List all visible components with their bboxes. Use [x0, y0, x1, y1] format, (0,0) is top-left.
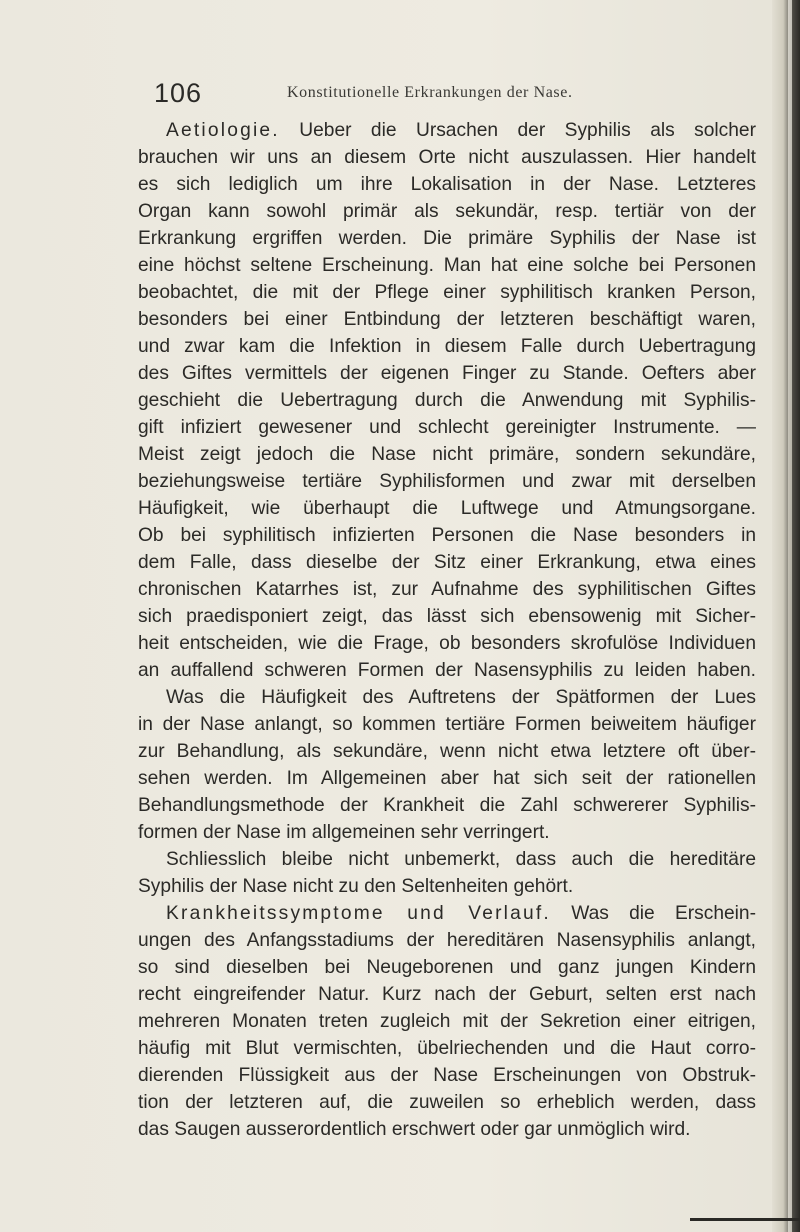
text-line: recht eingreifender Natur. Kurz nach der Geburt, selten erst nach	[138, 984, 756, 1005]
text-line: dem Falle, dass dieselbe der Sitz einer Erkrankung, etwa eines	[138, 552, 756, 573]
text-line: zur Behandlung, als sekundäre, wenn nicht etwa letztere oft über-	[138, 741, 756, 762]
text-line: Ob bei syphilitisch infizierten Personen die Nase besonders in	[138, 525, 756, 546]
text-line: Was die Häufigkeit des Auftretens der Spätformen der Lues	[166, 687, 756, 708]
text-line: tion der letzteren auf, die zuweilen so erheblich werden, dass	[138, 1092, 756, 1113]
text-line: sich praedisponiert zeigt, das lässt sich ebensowenig mit Sicher-	[138, 606, 756, 627]
text-line: Erkrankung ergriffen werden. Die primäre Syphilis der Nase ist	[138, 228, 756, 249]
text-line: es sich lediglich um ihre Lokalisation in der Nase. Letzteres	[138, 174, 756, 195]
text-line: besonders bei einer Entbindung der letzteren beschäftigt waren,	[138, 309, 756, 330]
text-line	[138, 117, 756, 144]
section-heading-symptome: Krankheitssymptome und Verlauf.	[166, 903, 551, 924]
text-line: Häufigkeit, wie überhaupt die Luftwege und Atmungsorgane.	[138, 498, 756, 519]
text-line: und zwar kam die Infektion in diesem Falle durch Uebertragung	[138, 336, 756, 357]
text-line: an auffallend schweren Formen der Nasensyphilis zu leiden haben.	[138, 660, 756, 681]
text-line: formen der Nase im allgemeinen sehr verringert.	[138, 822, 550, 843]
text-line: geschieht die Uebertragung durch die Anwendung mit Syphilis-	[138, 390, 756, 411]
text-line: häufig mit Blut vermischten, übelriechenden und die Haut corro-	[138, 1038, 756, 1059]
text-line: Syphilis der Nase nicht zu den Seltenheiten gehört.	[138, 876, 574, 897]
text-line: das Saugen ausserordentlich erschwert oder gar unmöglich wird.	[138, 1119, 691, 1140]
page-number: 106	[154, 78, 203, 108]
text-line: heit entscheiden, wie die Frage, ob besonders skrofulöse Individuen	[138, 633, 756, 654]
text-line: ungen des Anfangsstadiums der hereditären Nasensyphilis anlangt,	[138, 930, 756, 951]
text-line: so sind dieselben bei Neugeborenen und ganz jungen Kindern	[138, 957, 756, 978]
text-line: des Giftes vermittels der eigenen Finger zu Stande. Oefters aber	[138, 363, 756, 384]
text-line: beziehungsweise tertiäre Syphilisformen und zwar mit derselben	[138, 471, 756, 492]
text-line: chronischen Katarrhes ist, zur Aufnahme des syphilitischen Giftes	[138, 579, 756, 600]
line-1-text: Uebe​r die Ursachen der Syphilis als solcher	[299, 120, 756, 141]
text-line	[138, 900, 756, 927]
body-text	[138, 117, 756, 1143]
text-line: Meist zeigt jedoch die Nase nicht primäre, sondern sekundäre,	[138, 444, 756, 465]
text-line: beobachtet, die mit der Pflege einer syphilitisch kranken Person,	[138, 282, 756, 303]
text-line: Organ kann sowohl primär als sekundär, resp. tertiär von der	[138, 201, 756, 222]
text-line: Schliesslich bleibe nicht unbemerkt, dass auch die hereditäre	[166, 849, 756, 870]
text-line: eine höchst seltene Erscheinung. Man hat eine solche bei Personen	[138, 255, 756, 276]
text-line: sehen werden. Im Allgemeinen aber hat sich seit der rationellen	[138, 768, 756, 789]
text-line: dierenden Flüssigkeit aus der Nase Erscheinungen von Obstruk-	[138, 1065, 756, 1086]
text-line: Behandlungsmethode der Krankheit die Zahl schwererer Syphilis-	[138, 795, 756, 816]
bottom-edge-line	[690, 1218, 800, 1221]
page-edge-shadow	[772, 0, 800, 1232]
running-head: Konstitutionelle Erkrankungen der Nase.	[287, 84, 573, 101]
page-edge-highlight	[788, 0, 792, 1232]
text-line: gift infiziert gewesener und schlecht gereinigter Instrumente. —	[138, 417, 756, 438]
section-heading-aetiologie: Aetiologie.	[166, 120, 280, 141]
text-line: mehreren Monaten treten zugleich mit der Sekretion einer eitrigen,	[138, 1011, 756, 1032]
text-line: in der Nase anlangt, so kommen tertiäre Formen beiweitem häufiger	[138, 714, 756, 735]
text-line: brauchen wir uns an diesem Orte nicht auszulassen. Hier handelt	[138, 147, 756, 168]
line-30-text: Was die Erschein-	[571, 903, 756, 924]
